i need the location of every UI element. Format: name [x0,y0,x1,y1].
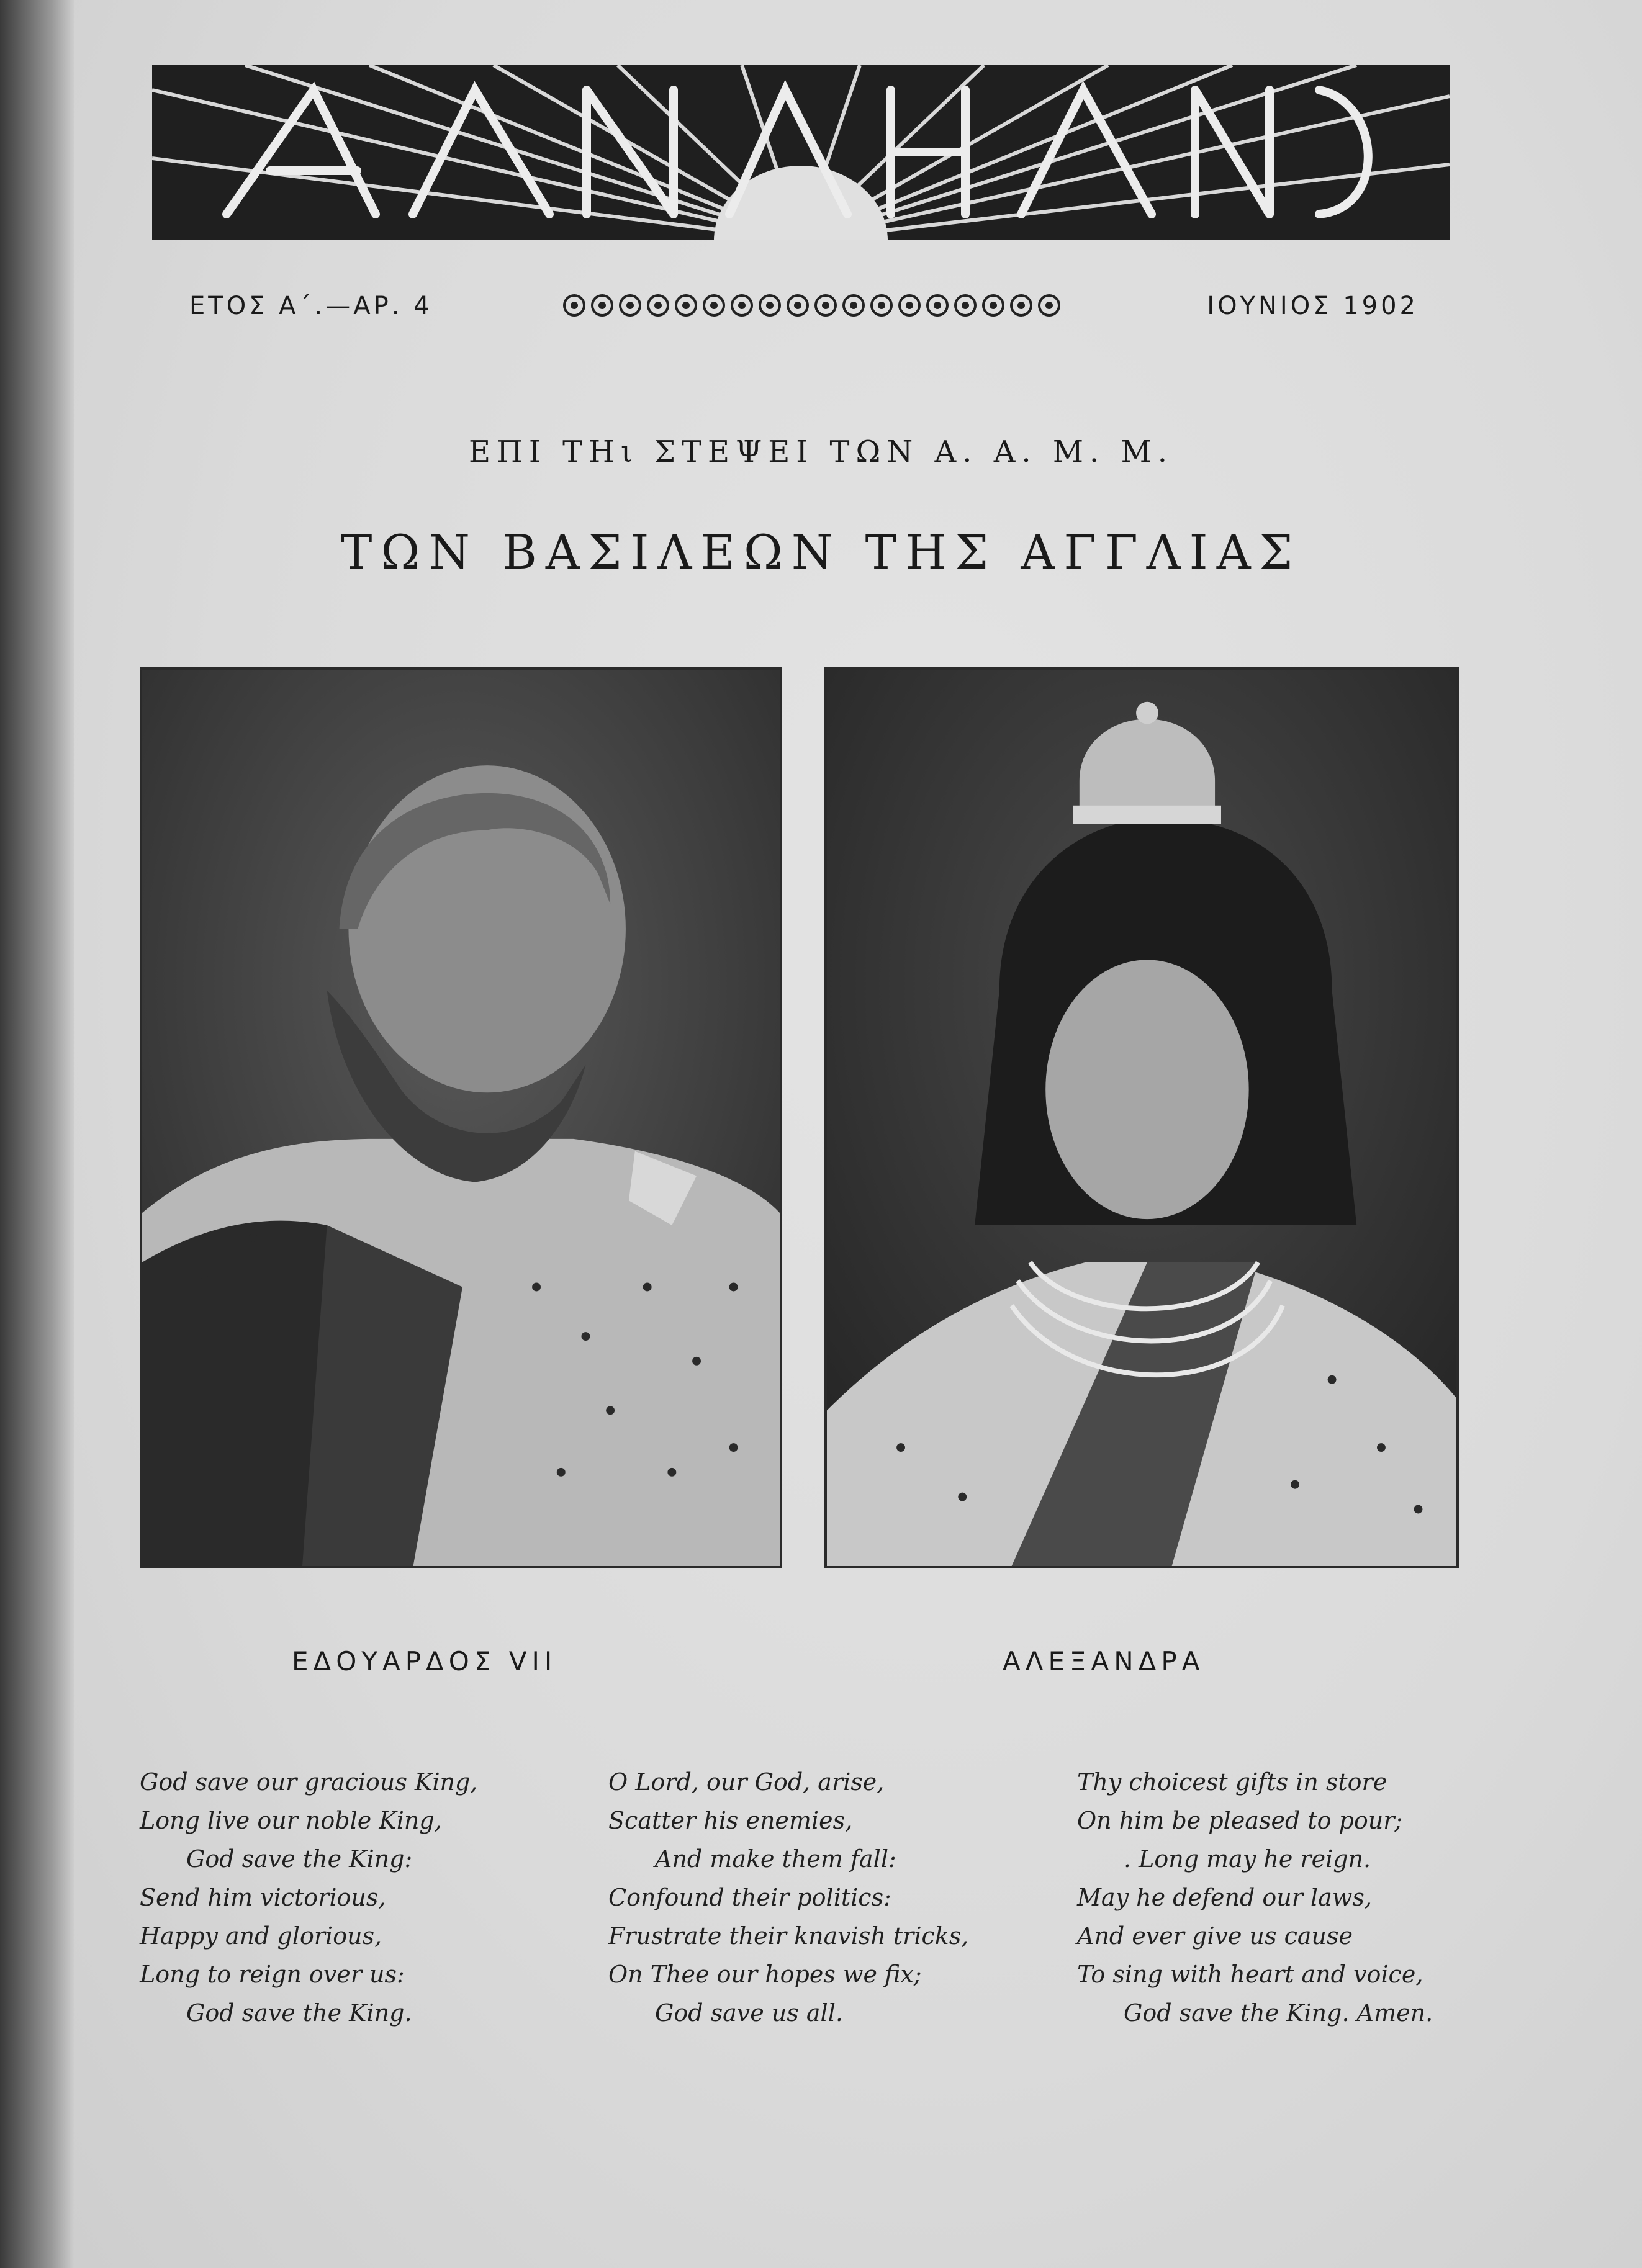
verse-line: To sing with heart and voice, [1077,1961,1423,1988]
issue-date: ΙΟΥΝΙΟΣ 1902 [1207,292,1419,320]
masthead-sunburst-logo [152,65,1450,240]
verse-line: God save our gracious King, [140,1768,478,1796]
verse-line: O Lord, our God, arise, [608,1768,885,1796]
verse-line: Frustrate their knavish tricks, [608,1922,969,1950]
anthem-stanza-1 [140,1763,477,2032]
heading-subtitle: ΕΠΙ ΤΗι ΣΤΕΨΕΙ ΤΩΝ Α. Α. Μ. Μ. [469,434,1173,469]
portrait-queen [824,667,1459,1568]
issue-info-row [189,292,1419,329]
anthem-stanza-2 [608,1763,968,2032]
queen-portrait-image [827,670,1456,1566]
issue-number: ΕΤΟΣ Α΄.—ΑΡ. 4 [189,292,433,320]
verse-line: Happy and glorious, [140,1922,382,1950]
verse-line: . Long may he reign. [1124,1845,1371,1873]
anthem-stanza-3 [1077,1763,1433,2032]
book-spine-shadow [0,0,74,2268]
caption-queen: ΑΛΕΞΑΝΔΡΑ [1003,1646,1205,1676]
verse-line: Long to reign over us: [140,1961,405,1988]
verse-line: Long live our noble King, [140,1807,442,1834]
verse-line: Confound their politics: [608,1884,891,1911]
verse-line: God save the King. [186,1999,412,2027]
wave-ornament-icon [559,287,1071,324]
caption-king: ΕΔΟΥΑΡΔΟΣ VII [292,1646,557,1676]
portrait-king [140,667,782,1568]
verse-line: May he defend our laws, [1077,1884,1372,1911]
king-portrait-image [142,670,780,1566]
verse-line: God save us all. [655,1999,843,2027]
verse-line: God save the King. Amen. [1124,1999,1433,2027]
verse-line: God save the King: [186,1845,413,1873]
heading-title: ΤΩΝ ΒΑΣΙΛΕΩΝ ΤΗΣ ΑΓΓΛΙΑΣ [340,524,1302,580]
verse-line: Scatter his enemies, [608,1807,853,1834]
masthead-banner [152,65,1450,240]
verse-line: On Thee our hopes we fix; [608,1961,922,1988]
verse-line: And make them fall: [655,1845,896,1873]
verse-line: Thy choicest gifts in store [1077,1768,1387,1796]
verse-line: On him be pleased to pour; [1077,1807,1403,1834]
verse-line: And ever give us cause [1077,1922,1353,1950]
verse-line: Send him victorious, [140,1884,386,1911]
